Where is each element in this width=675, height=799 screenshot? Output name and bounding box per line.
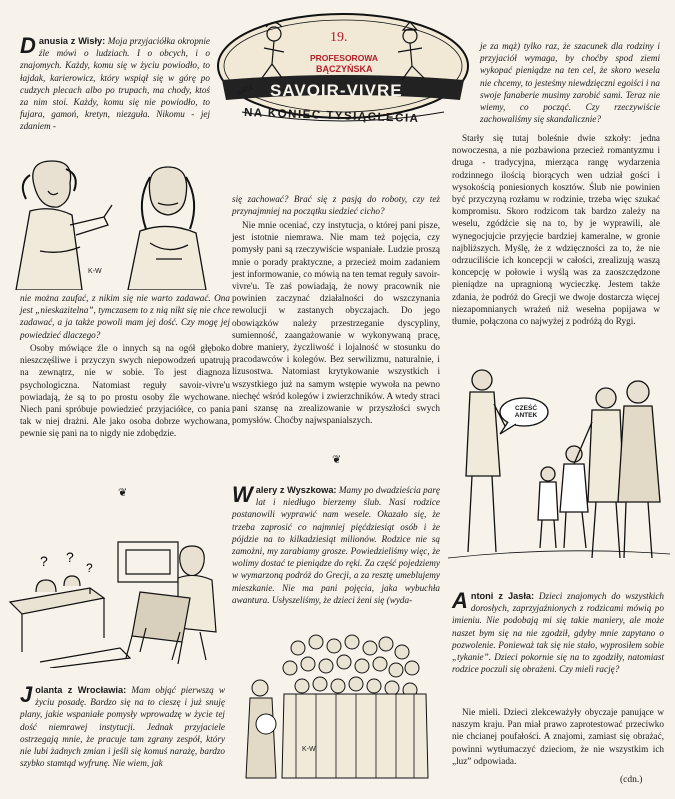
answer-walery: Starły się tutaj boleśnie dwie szkoły: jedna nowoczesna, a nie pozbawiona przecież romantyzmu i druga - tradycyjna, mierząca rangę wydarzenia rodzinnego ilością biorących wen udział gości i wysokością poniesionych kosztów. Ślub nie powinien być przyczyną rozłamu w rodzinie, trzeba więc szukać kompromisu. Skoro rodzicom tak bardzo zależy na weselu, zgódźcie się na to, by je wyprawili, ale wynegocjujcie przyjęcie bardziej kameralne, w gronie najbliższych. Myślę, że z wdzięczności za to, że nie odrzuciliście ich koncepcji w całości, zrealizują waszą koncepcję w połowie i wyślą was za zaoszczędzone pieniądze na upragnioną wycieczkę. Jestem także zdania, że podróż do Grecji we dwoje dostarcza więcej niezapomnianych wrażeń niż wesełna popijawa w tłumie, połączona co najwyżej z podróżą do Rygi. [452,133,660,327]
svg-text:?: ? [86,561,93,575]
letter-jolanta-text: Mam objąć pierwszą w życiu posadę. Bardzo się na to cieszę i już snuję plany, jakie wspaniałe pomysły wprowadzę w życie tej dość niemrawej instytucji. Jednak przyjaciele ostrzegają mnie, że pracuje tam zgrany zespół, który nie lubi żadnych zmian i jeśli się komuś narażę, bardzo szybko stamtąd wyfrunę. Nie wiem, jak [20,685,226,769]
letter-jolanta [20,684,225,769]
cartoon-office [0,532,226,668]
ornament-2: ❦ [332,454,342,466]
sender-jolanta: olanta z Wrocławia: [35,685,127,695]
title-na-koniec: NA KONIEC TYSIĄCLECIA [243,106,420,126]
cartoon-family-greeting [448,352,670,584]
cartoon-wedding-crowd [236,628,436,796]
letter-antoni [452,590,664,675]
letter-danusia [20,35,210,133]
letter-danusia-continuation: nie można zaufać, z nikim się nie warto zadawać. Ona jest „nieskazitelna”, tymczasem to z nią nikt się nie chce zadawać, a ja także powoli mam jej dość. Czy mogę jej powiedzieć dlaczego? [20,293,230,340]
speech-bubble-text: CZEŚĆ ANTEK [514,405,538,419]
emblem-small-text: BĄCZ [236,84,255,98]
cartoon-signature-2: K-W [302,746,316,753]
letter-walery-text: Mamy po dwadzieścia parę lat i niedługo bierzemy ślub. Nasi rodzice postanowili wyprawić nam wesele. Okazało się, że trzeba zaprosić co najmniej pięćdziesiąt osób i że pójdzie na to kilkadziesiąt milionów. Rodzice nie są zamożni, my zarabiamy grosze. Powiedzieliśmy więc, że wolimy dostać te pieniądze do ręki. Za część pojedziemy w wymarzoną podróż do Grecji, a za resztę umeblujemy mieszkanie. Nie ma pani pojęcia, jaka wybuchła awantura. Usłyszeliśmy, że dzieci żeni się (wyda- [232,485,441,605]
author-line-1: PROFESOROWA [310,53,379,63]
svg-text:?: ? [66,549,74,565]
page-number: 19. [330,30,348,45]
cartoon-signature-1: K-W [88,268,102,275]
sender-danusia: anusia z Wisły: [38,36,106,46]
initial-d: D [20,33,36,58]
letter-walery-continuation: je za mąż) tylko raz, że szacunek dla rodziny i przyjaciół wymaga, by choćby spod ziemi wykopać pieniądze na ten cel, że skoro wesela nie chcemy, to jesteśmy niewdzięczni egoiści i na swoje fanaberie musimy zarobić sami. Teraz nie wiemy, co począć. Czy rzeczywiście zachowaliśmy się skandalicznie? [480,41,660,125]
cartoon-two-women [0,155,222,290]
initial-a: A [452,588,468,613]
to-be-continued: (cdn.) [620,775,643,785]
author-line-2: BĄCZYŃSKA [316,64,373,74]
answer-danusia: Osoby mówiące źle o innych są na ogół głęboko nieszczęśliwe i przyczyn swych niepowodzeń upatrują na zewnątrz, nie w sobie. To jest diagnoza psychologiczna. Natomiast reguły savoir-vivre'u powiadają, że są to po prostu osoby źle wychowane. Niech pani spróbuje powiedzieć przyjaciółce, co pania tak w niej drażni. Ale jako osoba dobrze wychowana, pewnie się pani na to nigdy nie zdobędzie. [20,343,230,439]
sender-antoni: ntoni z Jasła: [470,591,535,601]
sender-walery: alery z Wyszkowa: [255,485,337,495]
letter-antoni-text: Dzieci znajomych do wszystkich dorosłych, zaprzyjaźnionych z rodzicami mówią po imieniu. Nie podobają mi się takie maniery, ale może naszet bym się na nie zgodził, gdyby mnie zapytano o pozwolenie. Ponieważ tak się nie stało, wyprosiłem sobie „tykanie”. Dzieci pokornie się na to zgodziły, natomiast rodzice poczuli się obrażeni. Czy mieli rację? [452,591,665,675]
title-savoir-vivre: SAVOIR-VIVRE [270,81,403,100]
svg-text:?: ? [40,553,48,569]
initial-j: J [20,682,33,707]
letter-jolanta-continuation: się zachować? Brać się z pasją do roboty, czy też przynajmniej na początku siedzieć cicho? [232,194,440,217]
ornament-1: ❦ [118,487,128,499]
letter-walery [232,484,440,606]
answer-jolanta: Nie mnie oceniać, czy instytucja, o której pani pisze, jest istotnie niemrawa. Nie mam też pojęcia, czy pomysły pani są rzeczywiście wspaniałe. Ludzie proszą mnie o porady praktyczne, a przecież moim zadaniem jest informowanie, co mówią na ten temat reguły savoir-vivre'u. Te zaś powiadają, że nowy pracownik nie powinien zaczynać działalności do wszczynania rewolucji w zastanych obyczajach. Do jego obowiązków należy przestrzeganie dyscypliny, sumienność, zaangażowanie w wykonywaną pracę, dobre maniery, życzliwość i lojalność w stosunku do pracodawców i kolegów. Bez serwilizmu, naturalnie, i lizusostwa. Natomiast krytykowanie wszystkich i wszystkiego już na samym wstępie wywoła na pewno niechęć wśród kolegów i zwierzchników. A wtedy straci pani szansę na zrealizowanie w przyszłości swych pomysłów. Choćby najwspanialszych. [232,220,440,426]
letter-danusia-text: Moja przyjaciółka okropnie źle mówi o ludziach. I o obcych, i o znajomych. Każdy, komu się w życiu powiodło, to łajdak, karierowicz, który wspiął się w górę po cudzych plecach albo po trupach, ma chody, ktoś za nim stoi. Każdy, komu się nie powiodło, to fujara, gamoń, kretyn, niezguła. Nikomu - jej zdaniem - [20,36,211,132]
initial-w: W [232,482,253,507]
answer-antoni: Nie mieli. Dzieci zlekceważyły obyczaje panujące w naszym kraju. Pan miał prawo zaprotestować przeciwko nie chcianej poufałości. A znajomi, zamiast się obrażać, powinni wytłumaczyć dzieciom, że nie wszystkim ich „luz” odpowiada. [452,707,664,766]
